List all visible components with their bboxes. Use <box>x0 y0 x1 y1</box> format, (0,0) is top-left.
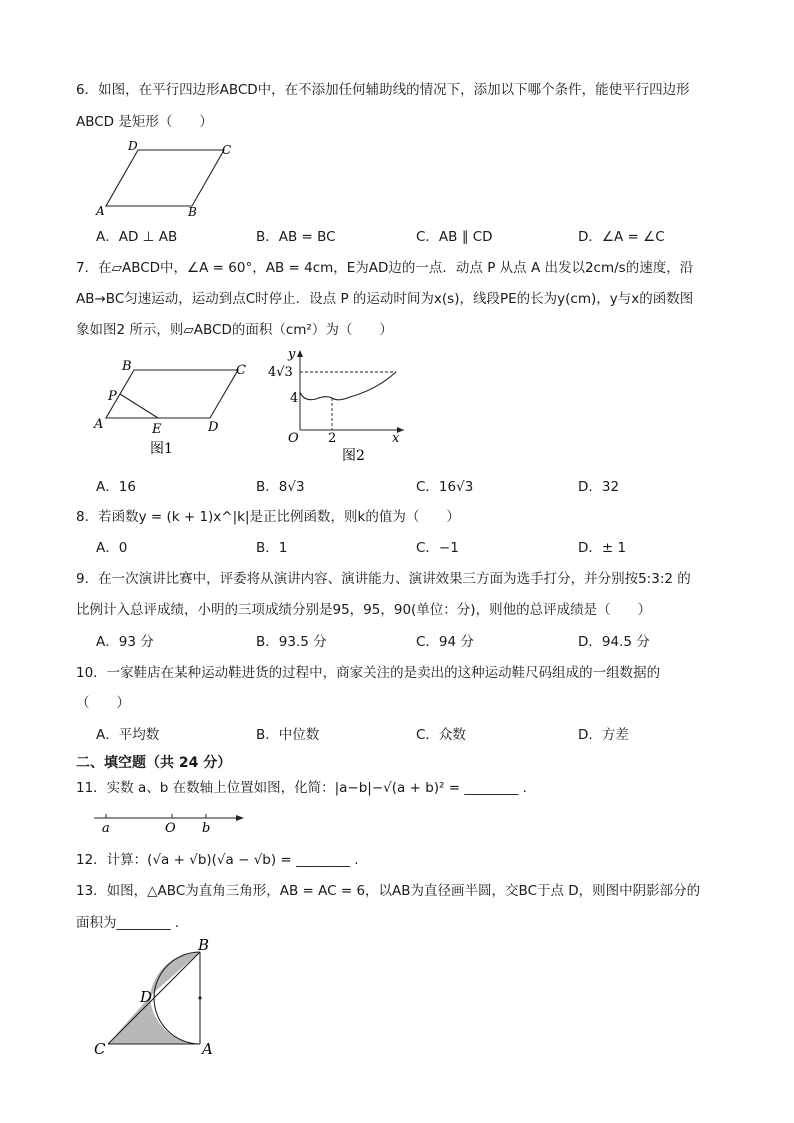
fig1-caption: 图1 <box>150 441 173 457</box>
shaded-region-upper <box>150 952 200 996</box>
axis-label-O: O <box>165 821 176 836</box>
q10-option-b: B．中位数 <box>256 727 320 743</box>
label-B: B <box>188 205 197 219</box>
q7-stem-line2: AB→BC匀速运动，运动到点C时停止．设点 P 的运动时间为x(s)，线段PE的长为y(cm)，y与x的函数图 <box>76 291 694 307</box>
number-line-arrow <box>236 815 244 821</box>
y-axis-arrow <box>297 350 303 357</box>
q8-option-a: A．0 <box>96 540 128 556</box>
q13-semicircle-figure <box>88 938 228 1062</box>
fig1-label-E: E <box>152 422 162 437</box>
q6-option-b: B．AB = BC <box>256 229 336 245</box>
fig2-label-y: y <box>288 347 296 362</box>
q9-stem-line1: 9．在一次演讲比赛中，评委将从演讲内容、演讲能力、演讲效果三方面为选手打分，并分别按5:3:2 的 <box>76 571 691 587</box>
q7-figure2-graph <box>264 344 414 464</box>
q13-stem-line1: 13．如图，△ABC为直角三角形，AB = AC = 6，以AB为直径画半圆，交BC于点 D，则图中阴影部分的 <box>76 883 701 899</box>
label-D: D <box>128 139 138 153</box>
q7-stem-line1: 7．在▱ABCD中，∠A = 60°，AB = 4cm，E为AD边的一点．动点 P 从点 A 出发以2cm/s的速度，沿 <box>76 260 694 276</box>
q13-label-C: C <box>94 1040 106 1058</box>
section-title-fill-in: 二、填空题（共 24 分） <box>76 755 232 771</box>
function-curve <box>300 372 396 400</box>
q8-stem: 8．若函数y = (k + 1)x^|k|是正比例函数，则k的值为（ ） <box>76 509 460 525</box>
fig1-label-C: C <box>236 363 246 378</box>
q7-option-a: A．16 <box>96 479 136 495</box>
fig1-parallelogram <box>106 370 238 418</box>
q7-option-b: B．8√3 <box>256 479 305 495</box>
q13-label-D: D <box>140 988 153 1006</box>
fig1-label-P: P <box>108 389 117 404</box>
q13-stem-line2: 面积为________ . <box>76 915 180 931</box>
q13-label-B: B <box>198 938 210 954</box>
q6-option-d: D．∠A = ∠C <box>578 229 665 245</box>
q7-stem-line3: 象如图2 所示，则▱ABCD的面积（cm²）为（ ） <box>76 322 393 338</box>
q6-stem-line1: 6．如图，在平行四边形ABCD中，在不添加任何辅助线的情况下，添加以下哪个条件，能使平行四边形 <box>76 82 690 98</box>
q7-option-c: C．16√3 <box>416 479 474 495</box>
q10-stem-line2: （ ） <box>76 695 130 711</box>
q6-parallelogram-figure <box>90 138 250 224</box>
q10-stem-line1: 10．一家鞋店在某种运动鞋进货的过程中，商家关注的是卖出的这种运动鞋尺码组成的一组数据的 <box>76 665 661 681</box>
segment-PE <box>120 394 158 418</box>
fig1-label-A: A <box>94 417 104 432</box>
label-C: C <box>222 143 232 157</box>
fig2-label-4root3: 4√3 <box>268 365 293 380</box>
axis-label-b: b <box>202 821 211 836</box>
q9-option-a: A．93 分 <box>96 634 154 650</box>
q10-option-d: D．方差 <box>578 727 629 743</box>
q7-option-d: D．32 <box>578 479 620 495</box>
q13-label-A: A <box>202 1040 213 1058</box>
q9-option-d: D．94.5 分 <box>578 634 650 650</box>
q9-option-c: C．94 分 <box>416 634 474 650</box>
parallelogram-shape <box>106 150 224 206</box>
q9-stem-line2: 比例计入总评成绩，小明的三项成绩分别是95，95，90(单位：分)，则他的总评成绩是（ ） <box>76 602 652 618</box>
q12-stem: 12．计算：(√a + √b)(√a − √b) = ________ . <box>76 852 359 868</box>
fig2-label-2: 2 <box>328 431 337 446</box>
fig1-label-B: B <box>122 359 132 374</box>
q10-option-c: C．众数 <box>416 727 466 743</box>
fig2-label-O: O <box>288 431 299 446</box>
q9-option-b: B．93.5 分 <box>256 634 327 650</box>
fig2-label-x: x <box>392 431 400 446</box>
q6-option-c: C．AB ∥ CD <box>416 229 493 245</box>
fig1-label-D: D <box>208 420 219 435</box>
q8-option-c: C．−1 <box>416 540 459 556</box>
label-A: A <box>96 204 105 218</box>
q6-stem-line2: ABCD 是矩形（ ） <box>76 114 213 130</box>
fig2-caption: 图2 <box>342 448 365 464</box>
fig2-label-4: 4 <box>290 391 299 406</box>
semicircle-center <box>198 996 201 999</box>
q11-stem: 11．实数 a、b 在数轴上位置如图，化简：|a−b|−√(a + b)² = ________ . <box>76 780 527 796</box>
axis-label-a: a <box>102 821 110 836</box>
q6-option-a: A．AD ⊥ AB <box>96 229 178 245</box>
q11-number-line <box>90 806 250 836</box>
q8-option-b: B．1 <box>256 540 288 556</box>
q10-option-a: A．平均数 <box>96 727 160 743</box>
q8-option-d: D．± 1 <box>578 540 627 556</box>
q7-figure1 <box>88 354 258 458</box>
